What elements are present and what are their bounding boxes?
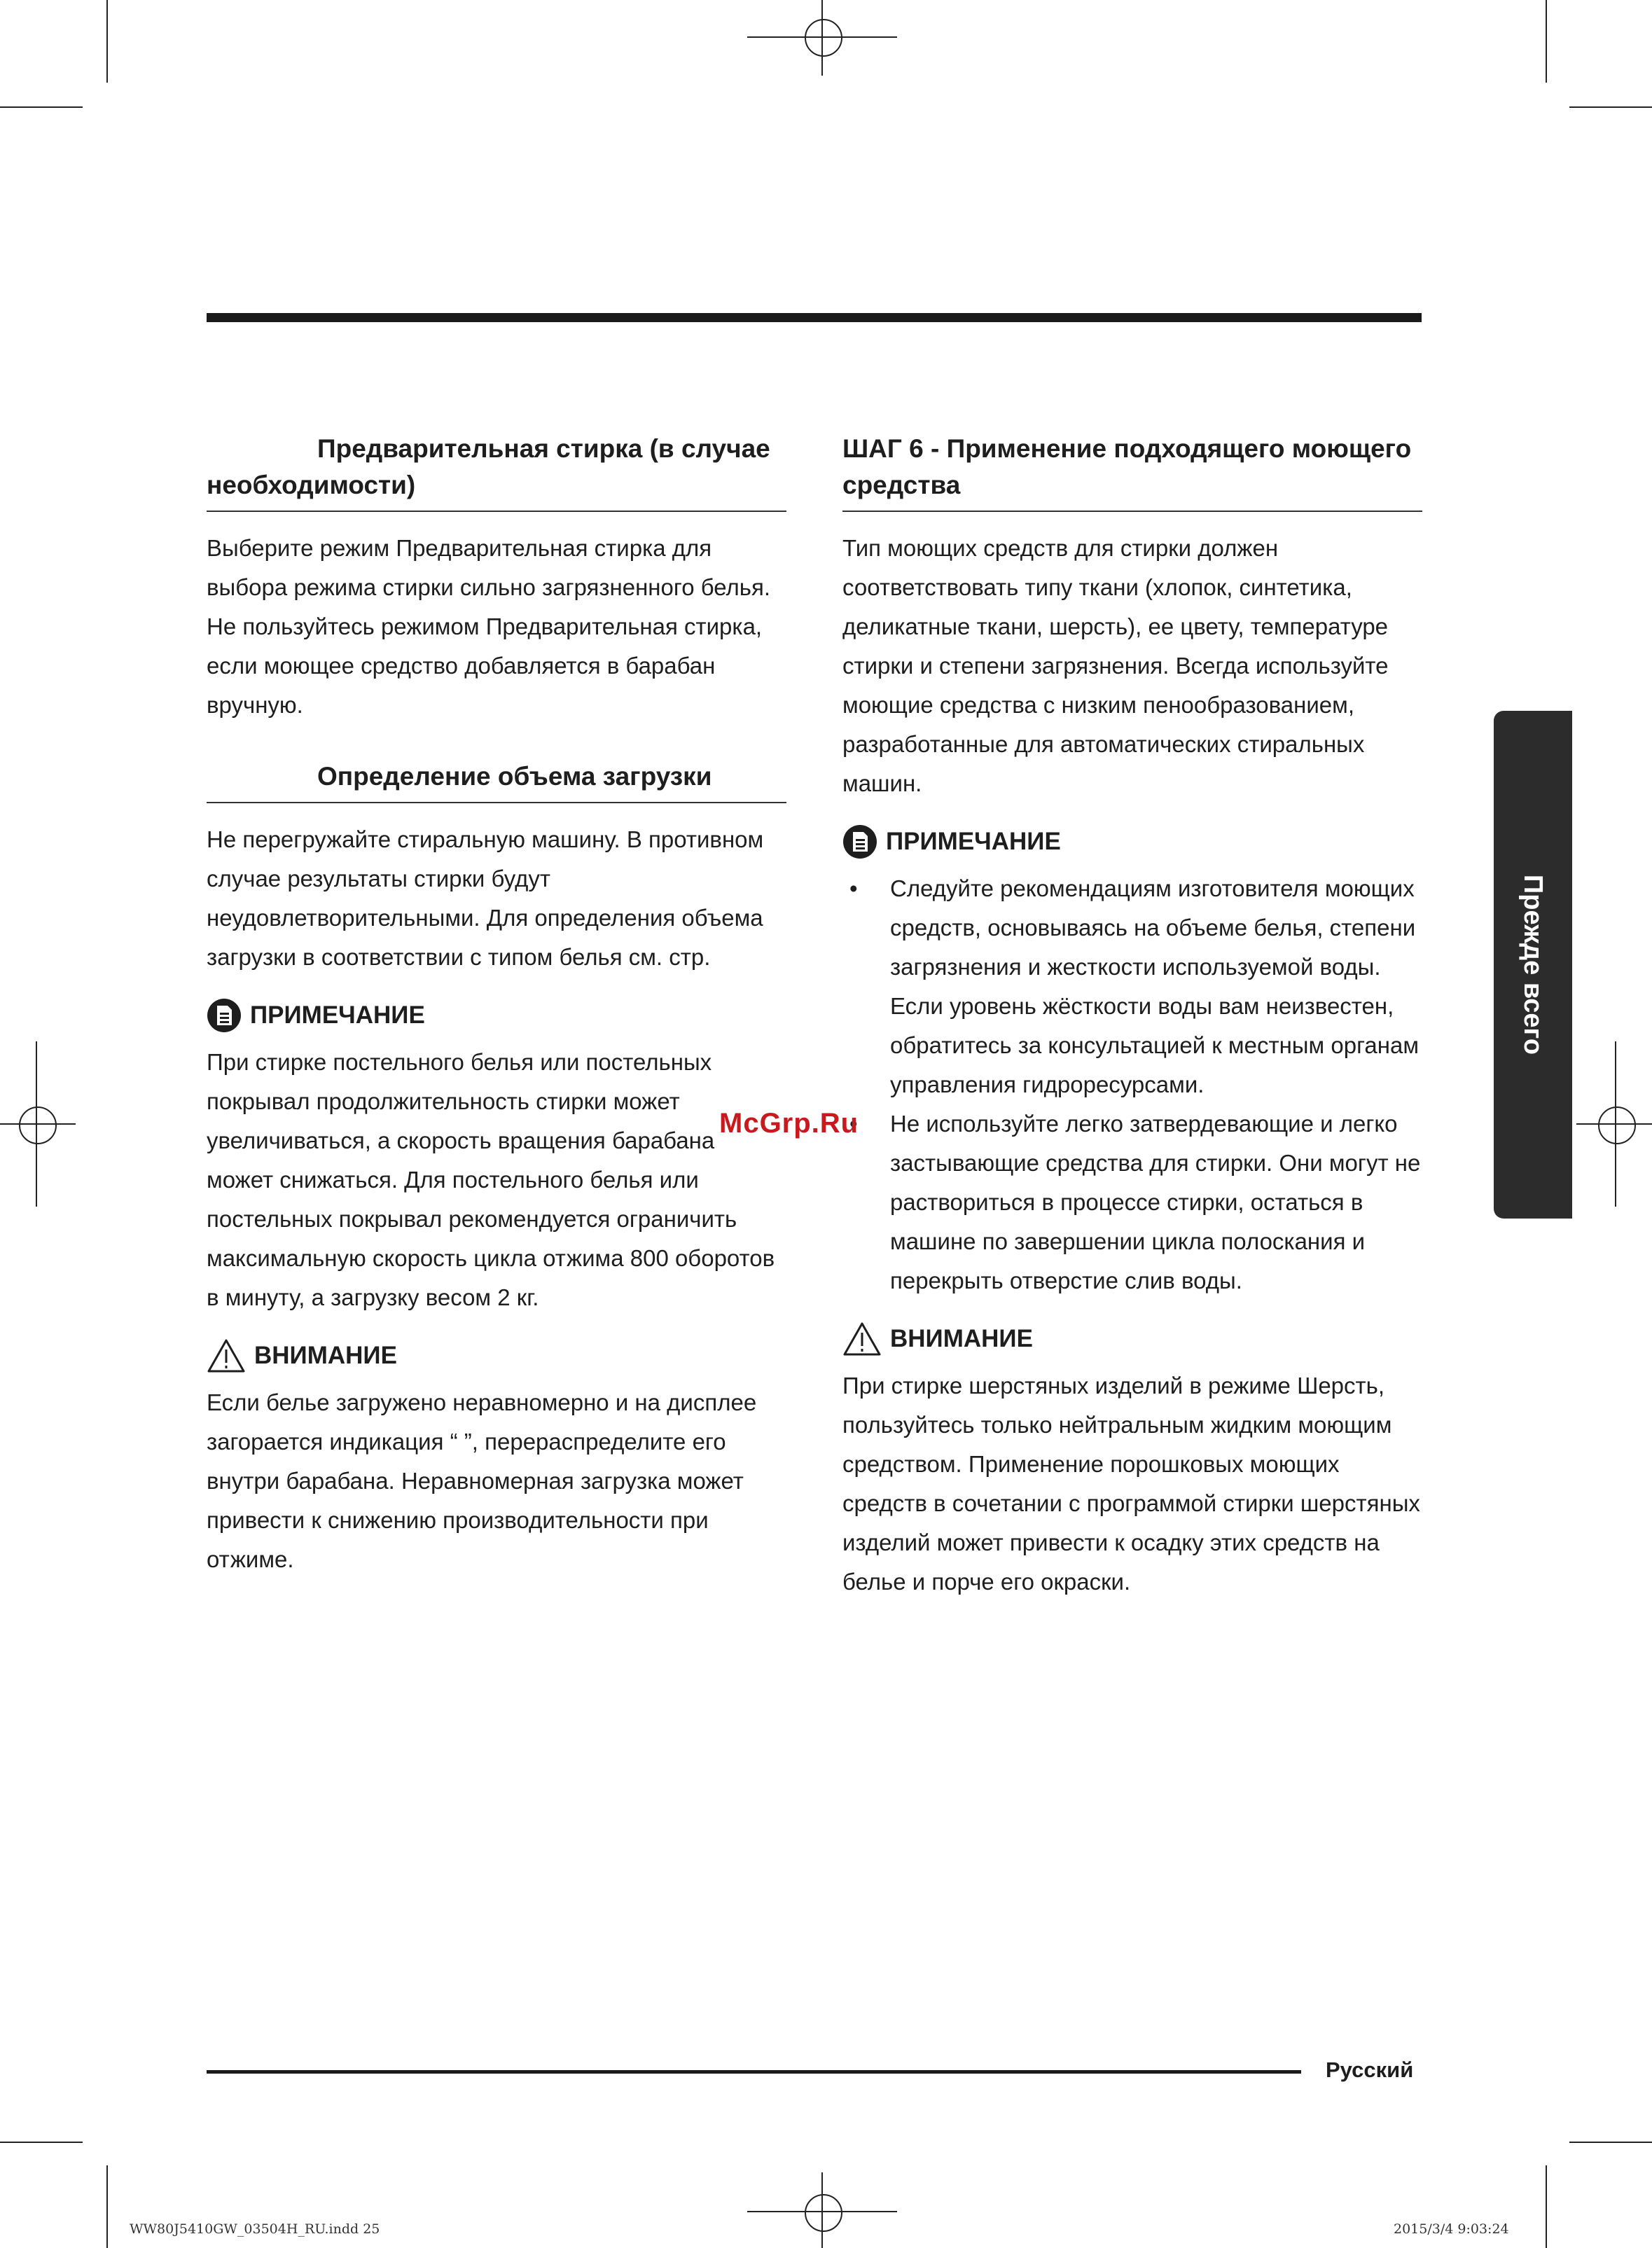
registration-mark-top <box>821 0 823 76</box>
list-item: • Не используйте легко затвердевающие и легко застывающие средства для стирки. Они могут не раствориться в процессе стирки, остаться в машине по завершении цикла полоскания и перекрыть отверстие слив воды. <box>842 1104 1422 1300</box>
note-label-left <box>207 998 786 1033</box>
registration-mark-left <box>0 1123 76 1125</box>
caution-text-right: При стирке шерстяных изделий в режиме Шерсть, пользуйтесь только нейтральным жидким моющим средством. Применение порошковых моющих средств в сочетании с программой стирки шерстяных изделий может привести к осадку этих средств на белье и порче его окраски. <box>842 1373 1420 1595</box>
crop-mark <box>0 106 83 108</box>
footer-language: Русский <box>1326 2058 1414 2082</box>
list-item: • Следуйте рекомендациям изготовителя моющих средств, основываясь на объеме белья, степени загрязнения и жесткости используемой воды. Если уровень жёсткости воды вам неизвестен, обратитесь за консультацией к местным органам управления гидроресурсами. <box>842 869 1422 1104</box>
warning-icon <box>842 1321 882 1357</box>
note-icon <box>842 824 877 859</box>
header-rule <box>207 313 1422 322</box>
registration-mark-top <box>747 36 897 38</box>
note-label-text: ПРИМЕЧАНИЕ <box>886 828 1061 855</box>
right-column <box>842 431 1422 1602</box>
caution-label-text: ВНИМАНИЕ <box>890 1325 1033 1352</box>
registration-mark-bottom <box>747 2211 897 2212</box>
chapter-side-tab-label: Прежде всего <box>1518 874 1548 1055</box>
crop-mark <box>1569 2142 1652 2143</box>
registration-mark-top <box>805 19 842 57</box>
note-bullet-list <box>842 869 1422 1300</box>
crop-mark <box>106 0 108 83</box>
registration-mark-bottom <box>821 2172 823 2248</box>
step6-heading: ШАГ 6 - Применение подходящего моющего средства <box>842 431 1422 512</box>
chapter-side-tab <box>1494 711 1572 1219</box>
step6-text: Тип моющих средств для стирки должен соответствовать типу ткани (хлопок, синтетика, деликатные ткани, шерсть), ее цвету, температуре стирки и степени загрязнения. Всегда используйте моющие средства с низким пенообразованием, разработанные для автоматических стиральных машин. <box>842 535 1389 796</box>
left-column <box>207 431 786 1579</box>
note-label-right <box>842 824 1422 859</box>
caution-label-right <box>842 1321 1422 1357</box>
registration-mark-right <box>1598 1106 1636 1144</box>
crop-mark <box>106 2165 108 2248</box>
note-icon <box>207 998 242 1033</box>
load-heading: Определение объема загрузки <box>207 758 786 803</box>
caution-label-left <box>207 1338 786 1373</box>
watermark: McGrp.Ru <box>719 1108 859 1139</box>
note-label-text: ПРИМЕЧАНИЕ <box>250 1001 425 1029</box>
warning-icon <box>207 1338 246 1373</box>
crop-mark <box>1546 0 1547 83</box>
crop-mark <box>1546 2165 1547 2248</box>
crop-mark <box>0 2142 83 2143</box>
caution-label-text: ВНИМАНИЕ <box>254 1342 397 1369</box>
registration-mark-right <box>1576 1123 1652 1125</box>
load-text: Не перегружайте стиральную машину. В противном случае результаты стирки будут неудовлетворительными. Для определения объема загрузки в соответствии с типом белья см. стр. <box>207 826 764 970</box>
caution-text-left: Если белье загружено неравномерно и на дисплее загорается индикация “ ”, перераспределите его внутри барабана. Неравномерная загрузка может привести к снижению производительности при отжиме. <box>207 1389 757 1572</box>
print-slug: WW80J5410GW_03504H_RU.indd 25 <box>130 2221 380 2237</box>
prewash-text: Выберите режим Предварительная стирка для выбора режима стирки сильно загрязненного белья. Не пользуйтесь режимом Предварительная стирка, если моющее средство добавляется в барабан вручную. <box>207 535 770 718</box>
registration-mark-left <box>19 1106 57 1144</box>
registration-mark-bottom <box>805 2194 842 2232</box>
print-timestamp: 2015/3/4 9:03:24 <box>1394 2221 1509 2237</box>
crop-mark <box>1569 106 1652 108</box>
footer-rule <box>207 2070 1301 2074</box>
note-text-left: При стирке постельного белья или постельных покрывал продолжительность стирки может увеличиваться, а скорость вращения барабана может снижаться. Для постельного белья или постельных покрывал рекомендуется ограничить максимальную скорость цикла отжима 800 оборотов в минуту, а загрузку весом 2 кг. <box>207 1049 775 1310</box>
prewash-heading: Предварительная стирка (в случае необходимости) <box>207 431 786 512</box>
